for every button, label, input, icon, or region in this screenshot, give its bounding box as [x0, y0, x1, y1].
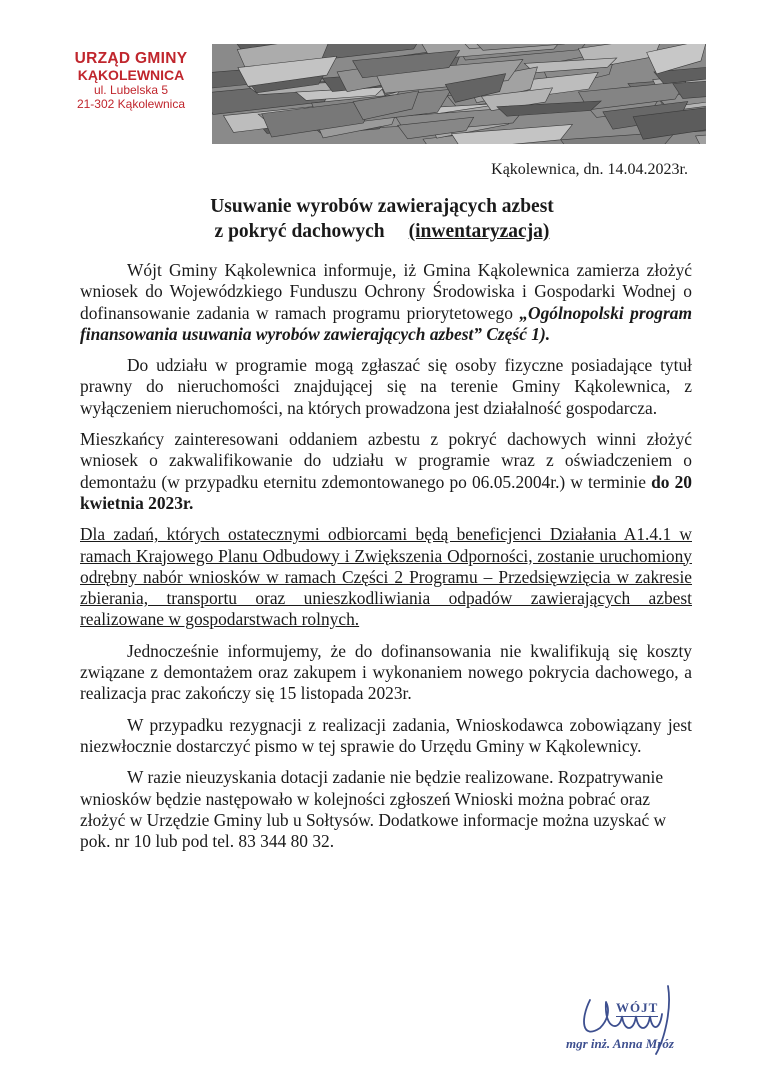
program-name: „Ogólnopolski program finansowania usuwania wyrobów zawierających azbest” Część 1). [80, 302, 692, 344]
document-body [80, 260, 692, 852]
stamp-line-office: URZĄD GMINY [74, 50, 188, 67]
title-line-1: Usuwanie wyrobów zawierających azbest [210, 196, 554, 217]
announcement-text: Wójt Gminy Kąkolewnica informuje, iż Gmina Kąkolewnica zamierza złożyć wniosek do Wojewódzkiego Funduszu Ochrony Środowiska i Gospodarki Wodnej o dofinansowanie zadania w ramach programu priorytetowego [80, 260, 692, 323]
signature-stamp-title: WÓJT [616, 1000, 659, 1015]
paragraph-application [80, 429, 692, 514]
application-text: Mieszkańcy zainteresowani oddaniem azbestu z pokryć dachowych winni złożyć wniosek o zakwalifikowanie do udziału w programie wraz z oświadczeniem o demontażu (w przypadku eternitu zdemontowanego po 06.05.2004r.) w terminie [80, 429, 692, 492]
signatory-name: mgr inż. Anna Mróz [566, 1036, 674, 1051]
document-title [0, 194, 764, 244]
stamp-line-postcode: 21-302 Kąkolewnica [76, 97, 186, 111]
title-line-2-main: z pokryć dachowych [214, 221, 385, 242]
office-stamp [56, 50, 206, 111]
document-date: Kąkolewnica, dn. 14.04.2023r. [491, 161, 688, 178]
paragraph-kpo-notice: Dla zadań, których ostatecznymi odbiorcami będą beneficjenci Działania A1.4.1 w ramach Krajowego Planu Odbudowy i Zwiększenia Odporności, zostanie uruchomiony odrębny nabór wniosków w ramach Części 2 Programu – Przedsięwzięcia w zakresie zbierania, transportu oraz unieszkodliwiania odpadów zawierających azbest realizowane w gospodarstwach rolnych. [80, 524, 692, 630]
title-inventory-note: (inwentaryzacja) [408, 221, 550, 242]
paragraph-eligibility: Do udziału w programie mogą zgłaszać się osoby fizyczne posiadające tytuł prawny do nieruchomości znajdującej się na terenie Gminy Kąkolewnica, z wyłączeniem nieruchomości, na których prowadzona jest działalność gospodarcza. [80, 355, 692, 418]
paragraph-resignation: W przypadku rezygnacji z realizacji zadania, Wnioskodawca zobowiązany jest niezwłocznie dostarczyć pismo w tej sprawie do Urzędu Gminy w Kąkolewnicy. [80, 714, 692, 756]
stamp-line-municipality: KĄKOLEWNICA [77, 67, 185, 83]
paragraph-contact: W razie nieuzyskania dotacji zadanie nie będzie realizowane. Rozpatrywanie wniosków będzie następowało w kolejności zgłoszeń Wnioski można pobrać oraz złożyć w Urzędzie Gminy lub u Sołtysów. Dodatkowe informacje można uzyskać w pok. nr 10 lub pod tel. 83 344 80 32. [80, 767, 667, 852]
paragraph-costs: Jednocześnie informujemy, że do dofinansowania nie kwalifikują się koszty związane z demontażem oraz zakupem i wykonaniem nowego pokrycia dachowego, a realizacja prac zakończy się 15 listopada 2023r. [80, 640, 692, 704]
stamp-line-street: ul. Lubelska 5 [93, 83, 169, 97]
application-deadline: do 20 kwietnia 2023r. [80, 471, 692, 513]
paragraph-announcement [80, 260, 692, 345]
title-line-2 [0, 219, 764, 244]
signature-block [560, 980, 710, 1060]
asbestos-roof-photo-icon [212, 44, 706, 144]
